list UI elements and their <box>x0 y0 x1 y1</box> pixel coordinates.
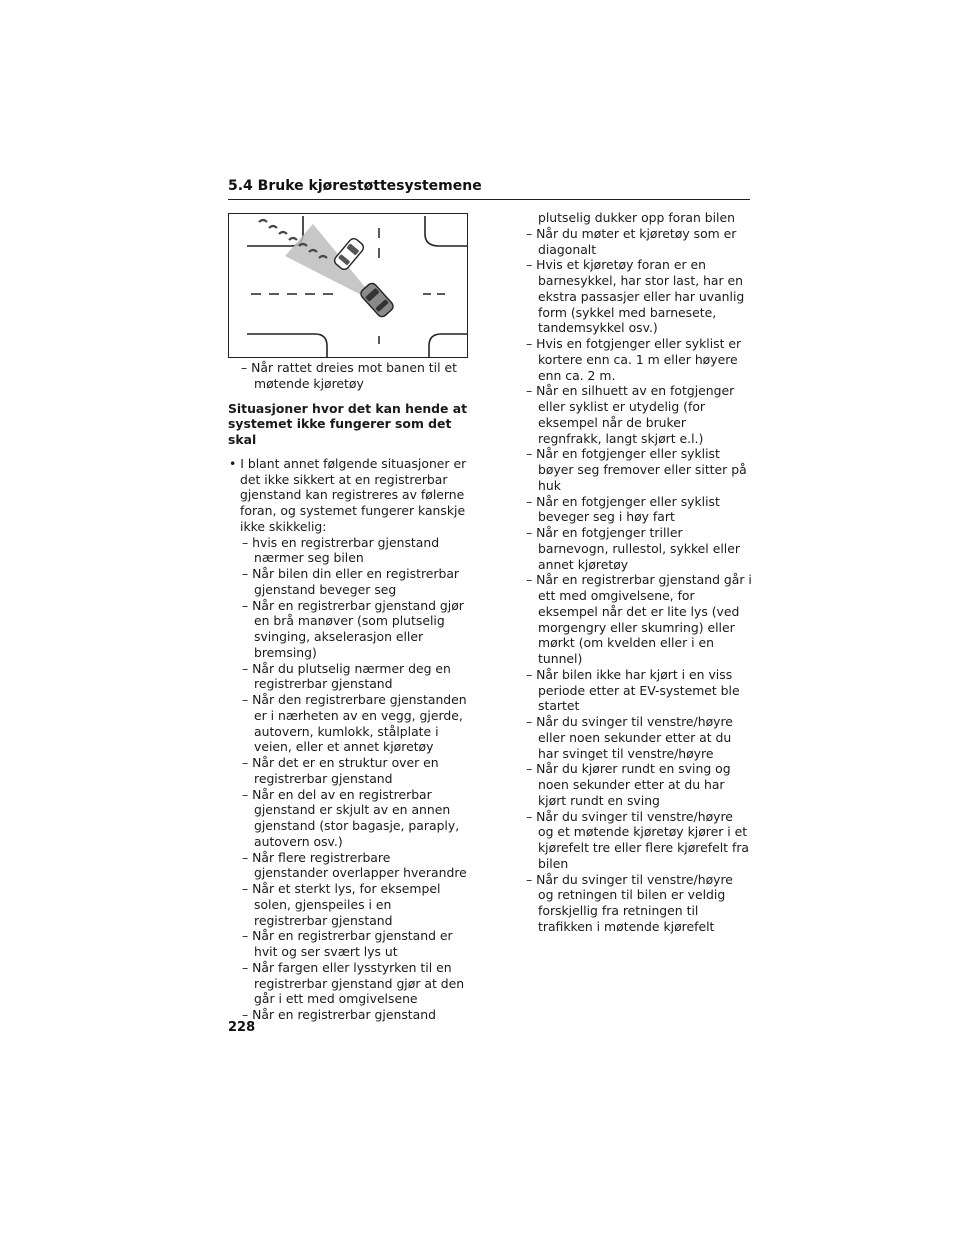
list-item: – Hvis et kjøretøy foran er en barnesykkel, har stor last, har en ekstra passasjer eller har uvanlig form (sykkel med barnesete, tandemsykkel osv.) <box>526 257 745 336</box>
section-header: 5.4 Bruke kjørestøttesystemene <box>228 178 482 194</box>
list-item: – Når flere registrerbare gjenstander overlapper hverandre <box>242 849 467 881</box>
road-edge-bottom-right <box>429 334 467 357</box>
list-item: – Når bilen din eller en registrerbar gjenstand beveger seg <box>242 566 460 597</box>
list-item: – Når en fotgjenger eller syklist bøyer seg fremover eller sitter på huk <box>526 446 747 493</box>
list-item: – Når et sterkt lys, for eksempel solen, gjenspeiles i en registrerbar gjenstand <box>242 881 441 928</box>
list-item: – Når en fotgjenger triller barnevogn, rullestol, sykkel eller annet kjøretøy <box>526 525 740 572</box>
list-item: – Når fargen eller lysstyrken til en registrerbar gjenstand gjør at den går i ett med omgivelsene <box>242 959 465 1007</box>
list-item: – Når en registrerbar gjenstand <box>242 1007 436 1022</box>
list-item-continuation: plutselig dukker opp foran bilen <box>538 210 735 225</box>
list-item: – Hvis en fotgjenger eller syklist er kortere enn ca. 1 m eller høyere enn ca. 2 m. <box>526 336 742 383</box>
list-item: – Når en registrerbar gjenstand går i ett med omgivelsene, for eksempel når det er lite lys (ved morgengry eller skumring) eller mørkt (om kvelden eller i en tunnel) <box>526 572 752 666</box>
list-item: – Når du møter et kjøretøy som er diagonalt <box>526 225 737 257</box>
list-item: – Når du plutselig nærmer deg en registrerbar gjenstand <box>242 660 451 692</box>
list-item: – Når en registrerbar gjenstand er hvit og ser svært lys ut <box>242 928 453 959</box>
intersection-illustration <box>228 213 468 358</box>
page-number: 228 <box>228 1020 256 1035</box>
subsection-heading: Situasjoner hvor det kan hende at systemet ikke fungerer som det skal <box>228 400 468 447</box>
list-item: – Når en silhuett av en fotgjenger eller syklist er utydelig (for eksempel når de bruker regnfrakk, langt skjørt e.l.) <box>526 383 735 446</box>
road-edge-bottom-left <box>247 334 327 357</box>
list-item: – Når bilen ikke har kjørt i en viss periode etter at EV-systemet ble startet <box>526 666 740 714</box>
list-item: – Når du kjører rundt en sving og noen sekunder etter at du har kjørt rundt en sving <box>526 761 731 808</box>
bullet-item: • I blant annet følgende situasjoner er det ikke sikkert at en registrerbar gjenstand kan registreres av følerne foran, og systemet fungerer kanskje ikke skikkelig: <box>229 455 467 534</box>
road-edge-top-left <box>247 216 303 246</box>
list-item: – Når rattet dreies mot banen til et møtende kjøretøy <box>241 360 457 391</box>
list-item: – Når du svinger til venstre/høyre og retningen til bilen er veldig forskjellig fra retningen til trafikken i møtende kjørefelt <box>526 871 733 934</box>
list-item: – Når du svinger til venstre/høyre og et møtende kjøretøy kjører i et kjørefelt tre eller flere kjørefelt fra bilen <box>526 808 750 871</box>
list-item: – Når en del av en registrerbar gjenstand er skjult av en annen gjenstand (stor bagasje, paraply, autovern osv.) <box>242 786 460 849</box>
list-item: – Når det er en struktur over en registrerbar gjenstand <box>242 755 439 786</box>
right-column <box>522 210 752 935</box>
list-item: – Når den registrerbare gjenstanden er i nærheten av en vegg, gjerde, autovern, kumlokk, stålplate i veien, eller et annet kjøretøy <box>242 692 467 755</box>
list-item: – Når en fotgjenger eller syklist beveger seg i høy fart <box>526 493 720 525</box>
header-divider <box>228 199 750 200</box>
road-edge-top-right <box>425 216 467 246</box>
list-item: – hvis en registrerbar gjenstand nærmer seg bilen <box>242 534 440 566</box>
list-item: – Når du svinger til venstre/høyre eller noen sekunder etter at du har svinget til venstre/høyre <box>526 714 733 761</box>
left-column <box>228 360 468 1023</box>
list-item: – Når en registrerbar gjenstand gjør en brå manøver (som plutselig svinging, akselerasjon eller bremsing) <box>242 597 464 660</box>
